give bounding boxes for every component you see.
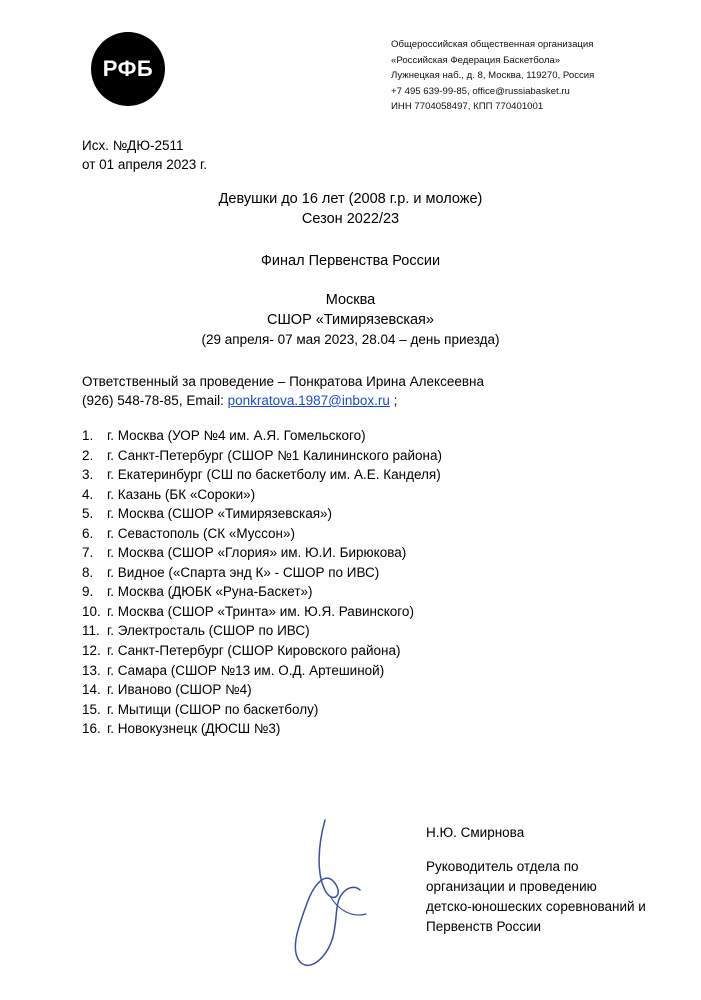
team-text: г. Москва (СШОР «Тринта» им. Ю.Я. Равинского) [107,603,414,619]
team-number: 13. [82,662,101,678]
org-line: ИНН 7704058497, КПП 770401001 [391,101,544,112]
team-item [82,504,442,524]
title-line: организации и проведению [426,879,597,894]
team-number: 16. [82,721,101,737]
title-line: детско-юношеских соревнований и [426,899,646,914]
reference-date: от 01 апреля 2023 г. [82,157,208,172]
team-item [82,426,442,446]
team-text: г. Санкт-Петербург (СШОР Кировского района) [107,643,401,659]
handwritten-signature [270,800,380,975]
dates-heading: (29 апреля- 07 мая 2023, 28.04 – день приезда) [201,332,500,347]
team-text: г. Иваново (СШОР №4) [107,682,252,698]
team-text: г. Москва (ДЮБК «Руна-Баскет») [107,584,313,600]
team-item [82,582,442,602]
outgoing-reference [82,136,207,174]
team-text: г. Санкт-Петербург (СШОР №1 Калининского района) [107,447,442,463]
venue-heading: СШОР «Тимирязевская» [267,312,434,328]
team-item [82,485,442,505]
team-text: г. Севастополь (СК «Муссон») [107,525,296,541]
team-item [82,524,442,544]
team-text: г. Мытищи (СШОР по баскетболу) [107,701,319,717]
reference-number: Исх. №ДЮ-2511 [82,138,184,153]
contact-line [82,391,484,410]
team-item [82,700,442,720]
responsible-person [82,372,484,410]
team-text: г. Электросталь (СШОР по ИВС) [107,623,310,639]
team-number: 10. [82,603,101,619]
team-number: 4. [82,486,94,502]
team-number: 15. [82,701,101,717]
title-line: Руководитель отдела по [426,859,579,874]
team-item [82,446,442,466]
team-number: 3. [82,467,94,483]
team-text: г. Екатеринбург (СШ по баскетболу им. А.Е. Канделя) [107,467,441,483]
team-text: г. Москва (УОР №4 им. А.Я. Гомельского) [107,428,366,443]
team-number: 6. [82,525,94,541]
email-link[interactable]: ponkratova.1987@inbox.ru [227,393,390,408]
organization-info [391,37,594,115]
team-item [82,719,442,739]
team-text: г. Москва (СШОР «Тимирязевская») [107,506,333,522]
responsible-line: Ответственный за проведение – Понкратова Ирина Алексеевна [82,374,484,389]
season-heading: Сезон 2022/23 [301,211,400,227]
signatory-title [426,857,646,937]
title-line: Первенств России [426,919,542,934]
team-item [82,680,442,700]
signatory-name: Н.Ю. Смирнова [426,825,525,840]
team-text: г. Новокузнецк (ДЮСШ №3) [107,721,281,737]
team-number: 9. [82,584,94,600]
org-line: +7 495 639-99-85, office@russiabasket.ru [391,85,570,97]
team-number: 12. [82,643,101,659]
team-item [82,602,442,622]
teams-list [82,426,442,739]
team-number: 14. [82,682,101,698]
rfb-logo [91,32,165,106]
team-item [82,563,442,583]
team-text: г. Видное («Спарта энд К» - СШОР по ИВС) [107,564,380,580]
team-text: г. Москва (СШОР «Глория» им. Ю.И. Бирюкова) [107,545,407,561]
team-number: 8. [82,564,94,580]
category-heading: Девушки до 16 лет (2008 г.р. и моложе) [218,191,483,207]
event-heading: Финал Первенства России [260,253,441,269]
org-line: «Российская Федерация Баскетбола» [391,54,561,66]
logo-text: РФБ [102,56,154,81]
team-number: 1. [82,428,94,443]
team-item [82,465,442,485]
team-number: 7. [82,545,94,561]
contact-suffix: ; [389,393,398,408]
team-item [82,621,442,641]
team-number: 2. [82,447,94,463]
team-number: 11. [82,623,100,639]
team-text: г. Казань (БК «Сороки») [107,486,256,502]
team-item [82,661,442,681]
team-item [82,543,442,563]
org-line: Лужнецкая наб., д. 8, Москва, 119270, Россия [391,70,595,81]
team-number: 5. [82,506,94,522]
team-text: г. Самара (СШОР №13 им. О.Д. Артешиной) [107,662,385,678]
city-heading: Москва [325,292,376,308]
phone-text: (926) 548-78-85, Email: [82,393,228,408]
team-item [82,641,442,661]
org-line: Общероссийская общественная организация [391,39,594,50]
